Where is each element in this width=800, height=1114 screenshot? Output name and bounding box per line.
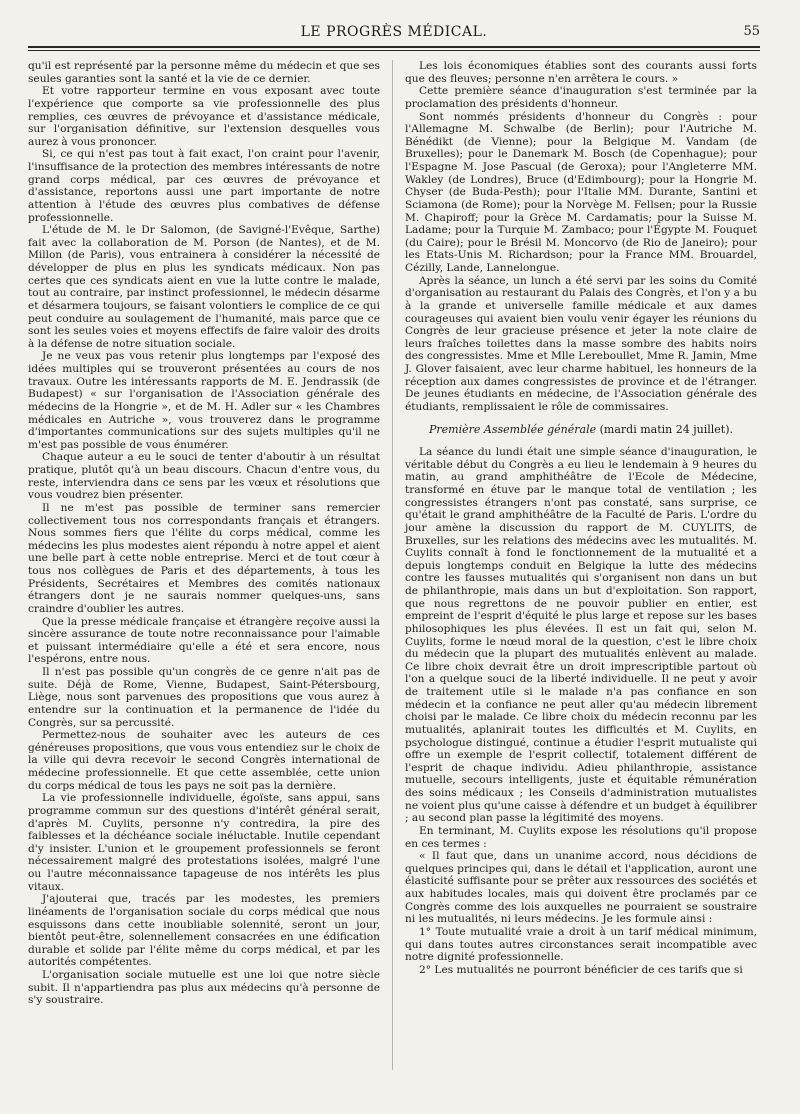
paragraph: Cette première séance d'inauguration s'est terminée par la proclamation des présidents d'honneur. [405, 85, 757, 110]
paragraph: J'ajouterai que, tracés par les modestes, les premiers linéaments de l'organisation sociale du corps médical que nous esquissons dans cette inoubliable solennité, seront un jour, bientôt peut-être, solennellement consacrées en une édification durable et solide par l'élite même du corps médical, et par les autorités compétentes. [28, 893, 380, 969]
right-column [405, 60, 757, 976]
section-heading-date: (mardi matin 24 juillet). [596, 422, 733, 436]
section-heading [405, 424, 757, 437]
paragraph: Et votre rapporteur termine en vous exposant avec toute l'expérience que comporte sa vie professionnelle des plus remplies, ces œuvres de prévoyance et d'assistance médicale, sur l'organisation définitive, sur l'extension desquelles vous aurez à vous prononcer. [28, 85, 380, 148]
section-heading-title: Première Assemblée générale [428, 422, 597, 436]
paragraph: L'organisation sociale mutuelle est une loi que notre siècle subit. Il n'appartiendra pas plus aux médecins qu'à personne de s'y soustraire. [28, 969, 380, 1007]
paragraph: Il n'est pas possible qu'un congrès de ce genre n'ait pas de suite. Déjà de Rome, Vienne, Budapest, Saint-Pétersbourg, Liège, nous sont parvenues des propositions que vous aurez à entendre sur la continuation et la permanence de l'idée du Congrès, sur sa percussité. [28, 666, 380, 729]
page-number: 55 [743, 24, 760, 39]
header-rule [28, 46, 760, 48]
paragraph: 1° Toute mutualité vraie a droit à un tarif médical minimum, qui dans toutes autres circonstances serait incompatible avec notre dignité professionnelle. [405, 925, 757, 964]
paragraph: La séance du lundi était une simple séance d'inauguration, le véritable début du Congrès a eu lieu le lendemain à 9 heures du matin, au grand amphithéâtre de l'Ecole de Médecine, transformé en étuve par le manque total de ventilation ; les congressistes étrangers n'ont pas constaté, sans surprise, ce qu'était le grand amphithéâtre de la Faculté de Paris. L'ordre du jour amène la discussion du rapport de M. CUYLITS, de Bruxelles, sur les relations des médecins avec les mutualités. M. Cuylits connaît à fond le fonctionnement de la mutualité et a depuis longtemps conduit en Belgique la lutte des médecins contre les fausses mutualités qui s'organisent non dans un but de philanthropie, mais dans un but d'exploitation. Son rapport, que nous regrettons de ne pouvoir publier en entier, est empreint de l'esprit d'équité le plus large et repose sur les bases philosophiques les plus élevées. Il est un fait qui, selon M. Cuylits, forme le nœud moral de la question, c'est le libre choix du médecin que la plupart des mutualités enlèvent au malade. Ce libre choix devrait être un droit imprescriptible partout où l'on a quelque souci de la liberté individuelle. Il ne peut y avoir de traitement utile si le malade n'a pas confiance en son médecin et la confiance ne peut aller qu'au médecin librement choisi par le malade. Ce libre choix du médecin reconnu par les mutualités, aplanirait toutes les difficultés et M. Cuylits, en psychologue distingué, continue a étudier l'esprit mutualiste qui offre un exemple de l'esprit collectif, totalement différent de l'esprit de chaque individu. Adieu philanthropie, assistance mutuelle, secours intelligents, juste et équitable rémunération des soins médicaux ; les Conseils d'administration mutualistes ne voient plus qu'une caisse à défendre et un budget à équilibrer ; au second plan passe la légitimité des moyens. [405, 446, 757, 825]
running-header [28, 22, 760, 42]
paragraph: La vie professionnelle individuelle, égoïste, sans appui, sans programme commun sur des questions d'intérêt général serait, d'après M. Cuylits, personne n'y contredira, la pire des faiblesses et la déchéance sociale inéluctable. Inutile cependant d'y insister. L'union et le groupement professionnels se feront nécessairement malgré des protestations isolées, malgré l'une ou l'autre méconnaissance tapageuse de nos intérêts les plus vitaux. [28, 792, 380, 893]
paragraph: En terminant, M. Cuylits expose les résolutions qu'il propose en ces termes : [405, 824, 757, 850]
header-rule-thin [28, 50, 760, 51]
left-column [28, 60, 380, 1007]
paragraph: 2° Les mutualités ne pourront bénéficier de ces tarifs que si [419, 963, 743, 976]
paragraph: L'étude de M. le Dr Salomon, (de Savigné-l'Evêque, Sarthe) fait avec la collaboration de M. Porson (de Nantes), et de M. Millon (de Paris), vous entrainera à considérer la nécessité de développer de plus en plus les syndicats médicaux. Non pas certes que ces syndicats aient en vue la lutte contre le malade, tout au contraire, par instinct professionnel, le médecin désarme et désarmera toujours, se faisant volontiers le complice de ce qui peut conduire au soulagement de l'humanité, mais parce que ce sont les seules voies et moyens effectifs de faire valoir des droits à la défense de notre situation sociale. [28, 224, 380, 350]
paragraph: Sont nommés présidents d'honneur du Congrès : pour l'Allemagne M. Schwalbe (de Berlin); pour l'Autriche M. Bénédikt (de Vienne); pour la Belgique M. Vandam (de Bruxelles); pour le Danemark M. Bosch (de Copenhague); pour l'Espagne M. Jose Pascual (de Geroxa); pour l'Angleterre MM. Wakley (de Londres), Bruce (d'Edimbourg); pour la Hongrie M. Chyser (de Buda-Pesth); pour l'Italie MM. Durante, Santini et Sciamona (de Rome); pour la Norvège M. Fellsen; pour la Russie M. Chapiroff; pour la Grèce M. Cardamatis; pour la Suisse M. Ladame; pour la Turquie M. Zambaco; pour l'Égypte M. Fouquet (du Caire); pour le Brésil M. Moncorvo (de Rio de Janeiro); pour les Etats-Unis M. Richardson; pour la France MM. Brouardel, Cézilly, Lande, Lannelongue. [405, 110, 757, 274]
paragraph: Les lois économiques établies sont des courants aussi forts que des fleuves; personne n'en arrêtera le cours. » [405, 60, 757, 85]
paragraph: Je ne veux pas vous retenir plus longtemps par l'exposé des idées multiples qui se trouveront présentées au cours de nos travaux. Outre les intéressants rapports de M. E. Jendrassik (de Budapest) « sur l'organisation de l'Association générale des médecins de la Hongrie », et de M. H. Adler sur « les Chambres médicales en Autriche », vous trouverez dans le programme d'importantes communications sur des sujets multiples qu'il ne m'est pas possible de vous énumérer. [28, 350, 380, 451]
paragraph: Permettez-nous de souhaiter avec les auteurs de ces généreuses propositions, que vous vous entendiez sur le choix de la ville qui devra recevoir le second Congrès international de médecine professionnelle. Et que cette assemblée, cette union du corps médical de tous les pays ne soit pas la dernière. [28, 729, 380, 792]
paragraph: Que la presse médicale française et étrangère reçoive aussi la sincère assurance de toute notre reconnaissance pour l'aimable et puissant intermédiaire qu'elle a été et sera encore, nous l'espérons, entre nous. [28, 615, 380, 666]
paragraph: qu'il est représenté par la personne même du médecin et que ses seules garanties sont la santé et la vie de ce dernier. [28, 60, 380, 85]
paragraph: Après la séance, un lunch a été servi par les soins du Comité d'organisation au restaurant du Palais des Congrès, et l'on y a bu à la grande et universelle famille médicale et aux dames courageuses qui avaient bien voulu venir égayer les réunions du Congrès de leur gracieuse présence et jeter la note claire de leurs fraîches toilettes dans la masse sombre des habits noirs des congressistes. Mme et Mlle Lereboullet, Mme R. Jamin, Mme J. Glover faisaient, avec leur charme habituel, les honneurs de la réception aux dames congressistes de province et de l'étranger. De jeunes étudiants en médecine, de l'Association générale des étudiants, remplissaient le rôle de commissaires. [405, 274, 757, 413]
paragraph: Si, ce qui n'est pas tout à fait exact, l'on craint pour l'avenir, l'insuffisance de la protection des membres intéressants de notre grand corps médical, par ces œuvres de prévoyance et d'assistance, reportons aussi une part importante de notre attention à l'étude des œuvres plus combatives de défense professionnelle. [28, 148, 380, 224]
paragraph: Chaque auteur a eu le souci de tenter d'aboutir à un résultat pratique, plutôt qu'à un beau discours. Chacun d'entre vous, du reste, interviendra dans ce sens par les vœux et résolutions que vous voudrez bien présenter. [28, 451, 380, 502]
journal-title: LE PROGRÈS MÉDICAL. [300, 24, 488, 40]
column-separator [392, 60, 393, 1070]
paragraph: Il ne m'est pas possible de terminer sans remercier collectivement tous nos correspondants français et étrangers. Nous sommes fiers que l'élite du corps médical, comme les médecins les plus modestes aient répondu à notre appel et aient une belle part à cette noble entreprise. Merci et de tout cœur à tous nos collègues de Paris et des départements, à tous les Présidents, Secrétaires et Membres des comités nationaux étrangers dont je ne saurais nommer quelques-uns, sans craindre d'oublier les autres. [28, 501, 380, 615]
paragraph: « Il faut que, dans un unanime accord, nous décidions de quelques principes qui, dans le détail et l'application, auront une élasticité suffisante pour se prêter aux ressources des sociétés et aux habitudes locales, mais qui doivent être proclamés par ce Congrès comme des lois auxquelles ne pourraient se soustraire ni les mutualités, ni leurs médecins. Je les formule ainsi : [405, 850, 757, 926]
